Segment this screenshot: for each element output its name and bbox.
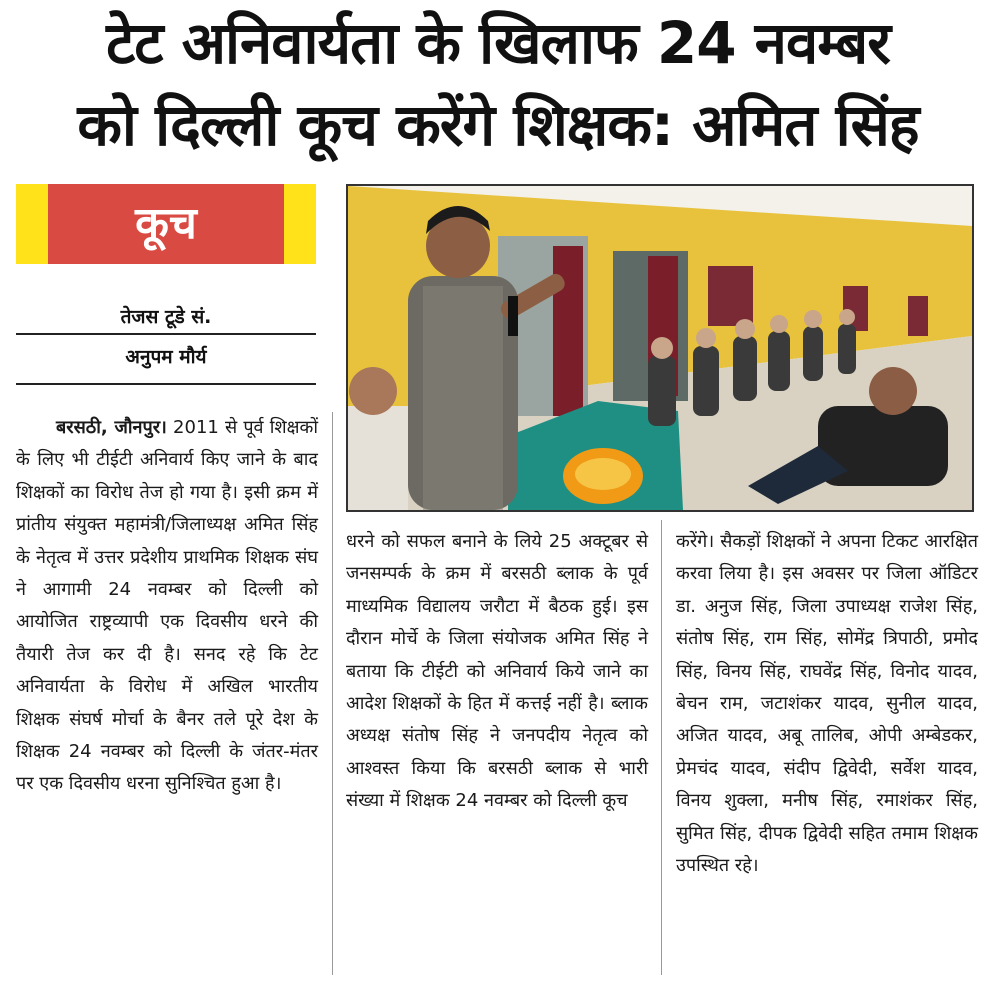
byline-divider-bottom	[16, 383, 316, 385]
dateline: बरसठी, जौनपुर।	[56, 417, 167, 438]
section-kicker	[16, 184, 316, 264]
article-column-3: करेंगे। सैकड़ों शिक्षकों ने अपना टिकट आरक्षित करवा लिया है। इस अवसर पर जिला ऑडिटर डा. अनुज सिंह, जिला उपाध्यक्ष राजेश सिंह, संतोष सिंह, राम सिंह, सोमेंद्र त्रिपाठी, प्रमोद सिंह, विनय सिंह, राघवेंद्र सिंह, विनोद यादव, बेचन राम, जटाशंकर यादव, सुनील यादव, अजित यादव, अबू तालिब, ओपी अम्बेडकर, प्रेमचंद यादव, संदीप द्विवेदी, सर्वेश यादव, विनय शुक्ला, मनीष सिंह, रमाशंकर सिंह, सुमित सिंह, दीपक द्विवेदी सहित तमाम शिक्षक उपस्थित रहे।	[676, 531, 978, 877]
headline-line-1: टेट अनिवार्यता के खिलाफ 24 नवम्बर	[106, 9, 890, 77]
column-divider	[661, 520, 662, 975]
article-column-2: धरने को सफल बनाने के लिये 25 अक्टूबर से जनसम्पर्क के क्रम में बरसठी ब्लाक के पूर्व माध्यमिक विद्यालय जरौटा में बैठक हुई। इस दौरान मोर्चे के जिला संयोजक अमित सिंह ने बताया कि टीईटी को अनिवार्य किये जाने का आदेश शिक्षकों के हित में कत्तई नहीं है। ब्लाक अध्यक्ष संतोष सिंह ने जनपदीय नेतृत्व को आश्वस्त किया कि बरसठी ब्लाक से भारी संख्या में शिक्षक 24 नवम्बर को दिल्ली कूच	[346, 531, 648, 812]
headline-line-2: को दिल्ली कूच करेंगे शिक्षक: अमित सिंह	[77, 91, 919, 159]
news-photo	[346, 184, 974, 512]
byline-reporter: अनुपम मौर्य	[125, 346, 207, 368]
column-divider	[332, 412, 333, 975]
meeting-photo	[348, 186, 972, 510]
byline-divider-top	[16, 333, 316, 335]
article-text-1: 2011 से पूर्व शिक्षकों के लिए भी टीईटी अनिवार्य किए जाने के बाद शिक्षकों का विरोध तेज हो गया है। इसी क्रम में प्रांतीय संयुक्त महामंत्री/जिलाध्यक्ष अमित सिंह के नेतृत्व में उत्तर प्रदेशीय प्राथमिक शिक्षक संघ ने आगामी 24 नवम्बर को दिल्ली को आयोजित राष्ट्रव्यापी एक दिवसीय धरने की तैयारी तेज कर दी है। सनद रहे कि टेट अनिवार्यता के विरोध में अखिल भारतीय शिक्षक संघर्ष मोर्चा के बैनर तले पूरे देश के शिक्षक 24 नवम्बर को दिल्ली के जंतर-मंतर पर एक दिवसीय धरना सुनिश्चित हुआ है।	[16, 417, 318, 795]
kicker-label: कूच	[48, 184, 284, 264]
article-column-1	[16, 412, 318, 801]
byline-agency: तेजस टूडे सं.	[120, 306, 212, 328]
